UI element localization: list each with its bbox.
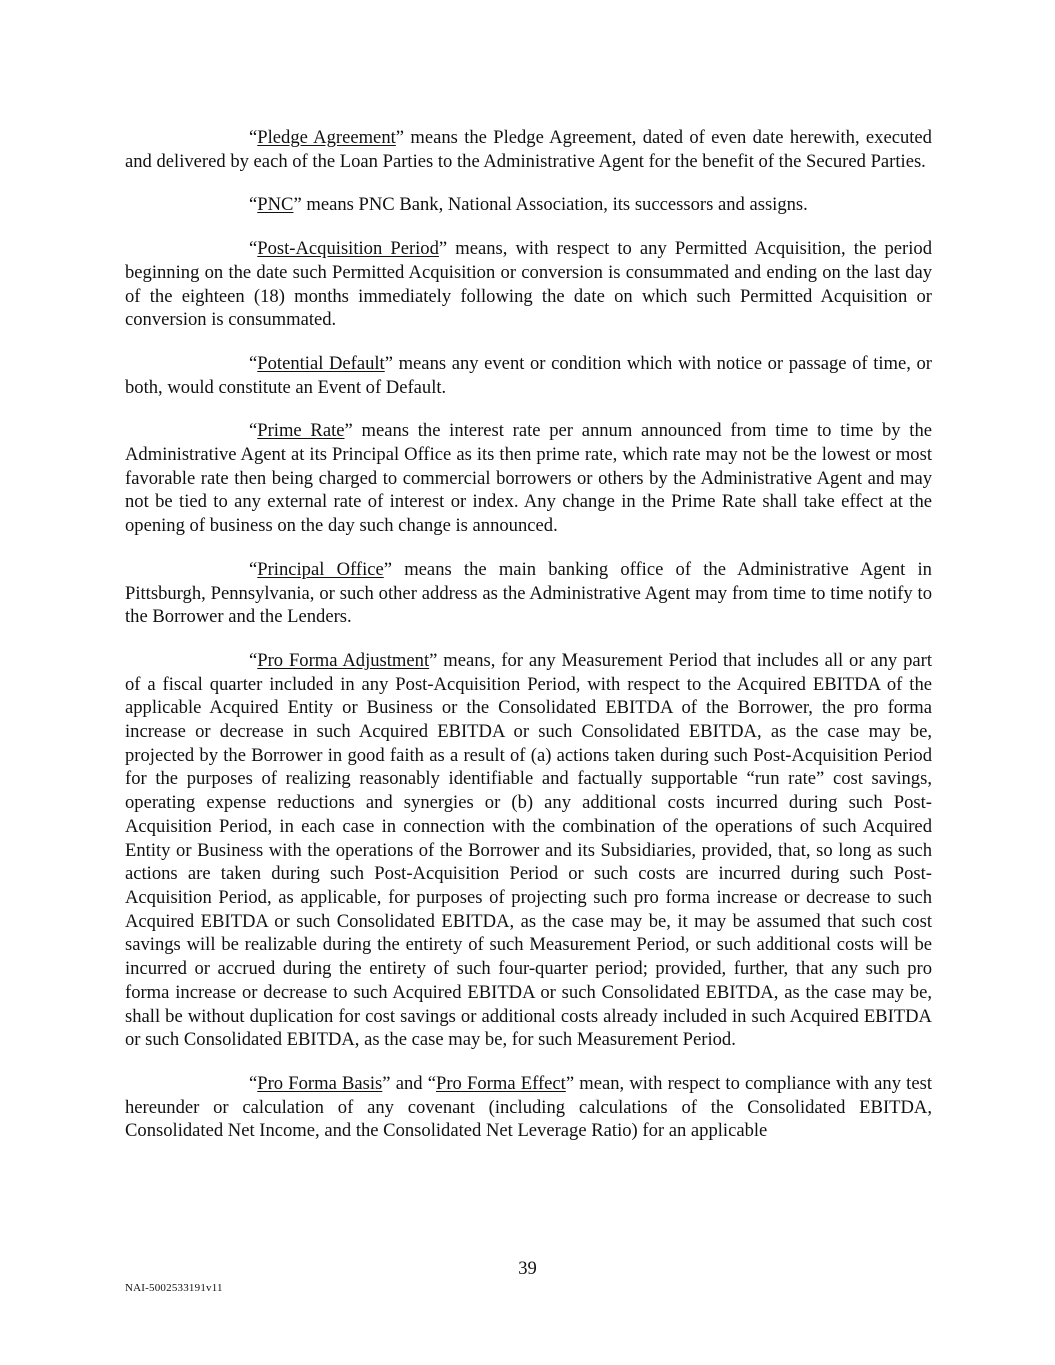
defined-term: Potential Default [257, 352, 385, 374]
definition-potential-default [125, 352, 932, 399]
definition-pro-forma-adjustment [125, 649, 932, 1052]
close-quote: ” [565, 1072, 575, 1094]
defined-term: Pro Forma Effect [436, 1072, 566, 1094]
open-quote: “ [249, 1072, 258, 1094]
definition-body: mean, with respect to compliance with any test hereunder or calculation of any covenant (including calculations of the Consolidated EBITDA, Consolidated Net Income, and the Consolidated Net Leverage Ratio) for an applicable [125, 1072, 933, 1142]
definition-body: means, with respect to any Permitted Acquisition, the period beginning on the date such Permitted Acquisition or conversion is consummated and ending on the last day of the eighteen (18) months immediately following the date on which such Permitted Acquisition or conversion is consummated. [125, 238, 932, 331]
open-quote: “ [249, 558, 258, 580]
defined-term: PNC [257, 194, 294, 216]
definition-body: means PNC Bank, National Association, its successors and assigns. [301, 194, 808, 216]
open-quote: “ [249, 649, 258, 671]
close-quote: ” [438, 238, 448, 260]
definition-body: means, for any Measurement Period that includes all or any part of a fiscal quarter included in any Post-Acquisition Period, with respect to the Acquired EBITDA of the applicable Acquired Entity or Business or the Consolidated EBITDA of the Borrower, the pro forma increase or decrease in such Acquired EBITDA or such Consolidated EBITDA, as the case may be, projected by the Borrower in good faith as a result of (a) actions taken during such Post-Acquisition Period for the purposes of realizing reasonably identifiable and factually supportable “run rate” cost savings, operating expense reductions and synergies or (b) any additional costs incurred during such Post-Acquisition Period, in each case in connection with the combination of the operations of such Acquired Entity or Business with the operations of the Borrower and its Subsidiaries, provided, that, so long as such actions are taken during such Post-Acquisition Period or such costs are incurred during such Post-Acquisition Period, as applicable, for purposes of projecting such pro forma increase or decrease to such Acquired EBITDA or such Consolidated EBITDA, as the case may be, it may be assumed that such cost savings will be realizable during the entirety of such Measurement Period, or such additional costs will be incurred or accrued during the entirety of such four-quarter period; provided, further, that any such pro forma increase or decrease to such Acquired EBITDA or such Consolidated EBITDA, as the case may be, shall be without duplication for cost savings or additional costs already included in such Acquired EBITDA or such Consolidated EBITDA, as the case may be, for such Measurement Period. [125, 649, 932, 1051]
open-quote: “ [249, 127, 258, 148]
connector-text: ” and “ [382, 1072, 437, 1094]
close-quote: ” [344, 420, 353, 442]
definition-body: means the interest rate per annum announced from time to time by the Administrative Agent at its Principal Office as its then prime rate, which rate may not be the lowest or most favorable rate then being charged to commercial borrowers or others by the Administrative Agent and may not be tied to any external rate of interest or index. Any change in the Prime Rate shall take effect at the opening of business on the day such change is announced. [125, 420, 933, 537]
defined-term: Post-Acquisition Period [257, 238, 439, 260]
close-quote: ” [384, 352, 393, 374]
close-quote: ” [383, 558, 393, 580]
close-quote: ” [429, 649, 438, 671]
open-quote: “ [249, 238, 258, 260]
definition-principal-office [125, 558, 932, 629]
open-quote: “ [249, 420, 258, 442]
close-quote: ” [293, 194, 302, 216]
defined-term: Pledge Agreement [257, 127, 396, 148]
page-number: 39 [518, 1258, 537, 1279]
definition-pro-forma-basis-effect [125, 1072, 932, 1143]
defined-term: Prime Rate [257, 420, 345, 442]
definition-prime-rate [125, 419, 932, 538]
close-quote: ” [395, 127, 405, 148]
document-page [125, 126, 932, 1163]
defined-term: Pro Forma Adjustment [257, 649, 430, 671]
definition-body: means any event or condition which with notice or passage of time, or both, would constitute an Event of Default. [125, 352, 932, 398]
open-quote: “ [249, 352, 258, 374]
defined-term: Principal Office [257, 558, 384, 580]
definition-post-acquisition-period [125, 237, 932, 332]
definition-body: means the main banking office of the Administrative Agent in Pittsburgh, Pennsylvania, or such other address as the Administrative Agent may from time to time notify to the Borrower and the Lenders. [125, 558, 932, 628]
definition-body: means the Pledge Agreement, dated of even date herewith, executed and delivered by each of the Loan Parties to the Administrative Agent for the benefit of the Secured Parties. [125, 127, 932, 172]
document-id: NAI-5002533191v11 [125, 1282, 223, 1294]
defined-term: Pro Forma Basis [257, 1072, 383, 1094]
definition-pnc [125, 193, 932, 217]
definition-pledge-agreement [125, 126, 932, 173]
open-quote: “ [249, 194, 258, 216]
